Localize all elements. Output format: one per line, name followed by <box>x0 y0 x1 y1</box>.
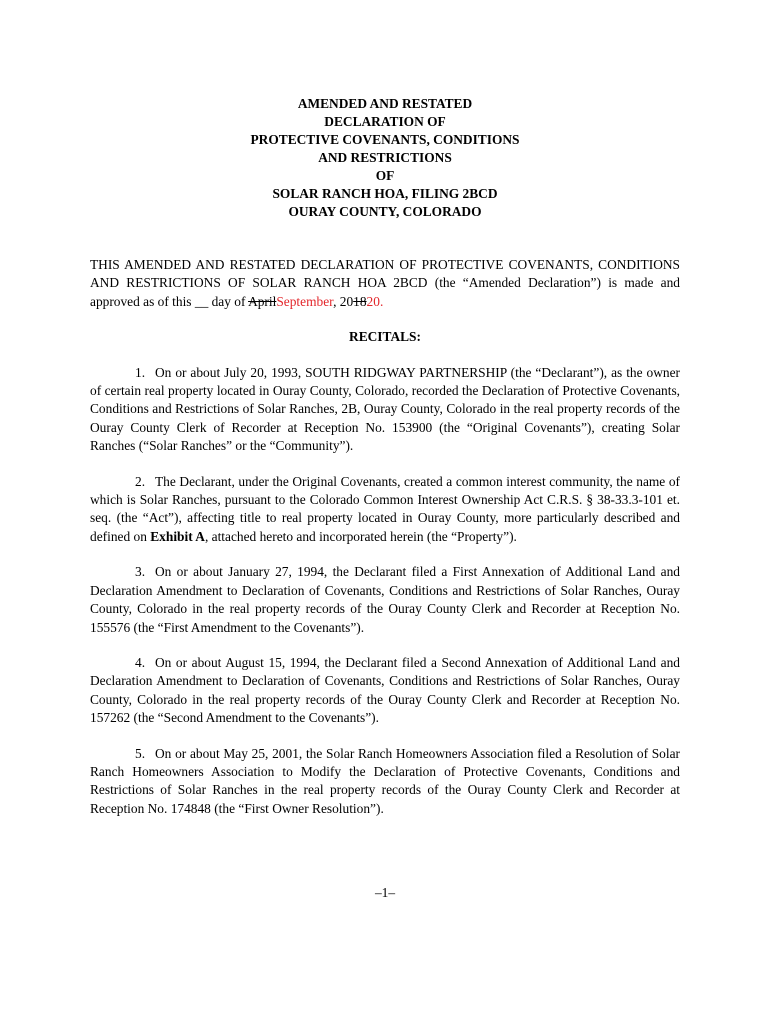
deleted-month: April <box>248 293 277 309</box>
recital-5 <box>90 745 680 819</box>
title-line-6: SOLAR RANCH HOA, FILING 2BCD <box>272 186 498 201</box>
document-title <box>90 95 680 221</box>
intro-paragraph <box>90 256 680 311</box>
intro-end: . <box>379 293 384 309</box>
recital-number: 1. <box>135 364 146 380</box>
year-prefix: , 20 <box>333 293 354 309</box>
inserted-month: September <box>276 293 334 309</box>
inserted-year: 20 <box>366 293 380 309</box>
recital-text: On or about January 27, 1994, the Declarant filed a First Annexation of Additional Land and Declaration Amendment to Declaration of Covenants, Conditions and Restrictions of Solar Ranches, Ouray County, Colorado in the real property records of the Ouray County Clerk and Recorder at Reception No. 155576 (the “First Amendment to the Covenants”). <box>90 564 680 635</box>
title-line-2: DECLARATION OF <box>324 114 446 129</box>
recital-number: 2. <box>135 473 146 489</box>
recital-4 <box>90 654 680 728</box>
recital-number: 3. <box>135 564 146 580</box>
page-number: –1– <box>374 885 396 900</box>
title-line-7: OURAY COUNTY, COLORADO <box>288 204 482 219</box>
recital-number: 4. <box>135 654 146 670</box>
document-page <box>90 95 680 818</box>
recital-number: 5. <box>135 745 146 761</box>
recital-text: On or about May 25, 2001, the Solar Ranch Homeowners Association filed a Resolution of Solar Ranch Homeowners Association to Modify the Declaration of Protective Covenants, Conditions and Restrictions of Solar Ranches in the real property records of the Ouray County Clerk and Recorder at Reception No. 174848 (the “First Owner Resolution”). <box>90 745 680 816</box>
deleted-year: 18 <box>353 293 367 309</box>
recital-text: The Declarant, under the Original Covenants, created a common interest community, the name of which is Solar Ranches, pursuant to the Colorado Common Interest Ownership Act C.R.S. § 38-33.3-101 et. seq. (the “Act”), affecting title to real property located in Ouray County, more particularly described and defined on <box>90 473 680 544</box>
recital-1 <box>90 364 680 456</box>
recital-text: On or about August 15, 1994, the Declarant filed a Second Annexation of Additional Land and Declaration Amendment to Declaration of Covenants, Conditions and Restrictions of Solar Ranches, Ouray County, Colorado in the real property records of the Ouray County Clerk and Recorder at Reception No. 157262 (the “Second Amendment to the Covenants”). <box>90 654 680 726</box>
title-line-5: OF <box>375 168 395 183</box>
recital-text-end: , attached hereto and incorporated herein (the “Property”). <box>204 528 517 544</box>
exhibit-a-reference: Exhibit A <box>150 528 205 544</box>
intro-text: THIS AMENDED AND RESTATED DECLARATION OF PROTECTIVE COVENANTS, CONDITIONS AND RESTRICTIONS OF SOLAR RANCH HOA 2BCD (the “Amended Declaration”) is made and approved as of this __ day of <box>90 257 680 309</box>
recitals-heading: RECITALS: <box>349 329 421 345</box>
recital-3 <box>90 563 680 637</box>
title-line-1: AMENDED AND RESTATED <box>297 96 473 111</box>
title-line-4: AND RESTRICTIONS <box>318 150 452 165</box>
recital-text: On or about July 20, 1993, SOUTH RIDGWAY PARTNERSHIP (the “Declarant”), as the owner of certain real property located in Ouray County, Colorado, recorded the Declaration of Protective Covenants, Conditions and Restrictions of Solar Ranches, 2B, Ouray County, Colorado in the real property records of the Ouray County Clerk of Recorder at Reception No. 153900 (the “Original Covenants”), creating Solar Ranches (“Solar Ranches” or the “Community”). <box>90 364 680 454</box>
title-line-3: PROTECTIVE COVENANTS, CONDITIONS <box>250 132 520 147</box>
recital-2 <box>90 473 680 547</box>
